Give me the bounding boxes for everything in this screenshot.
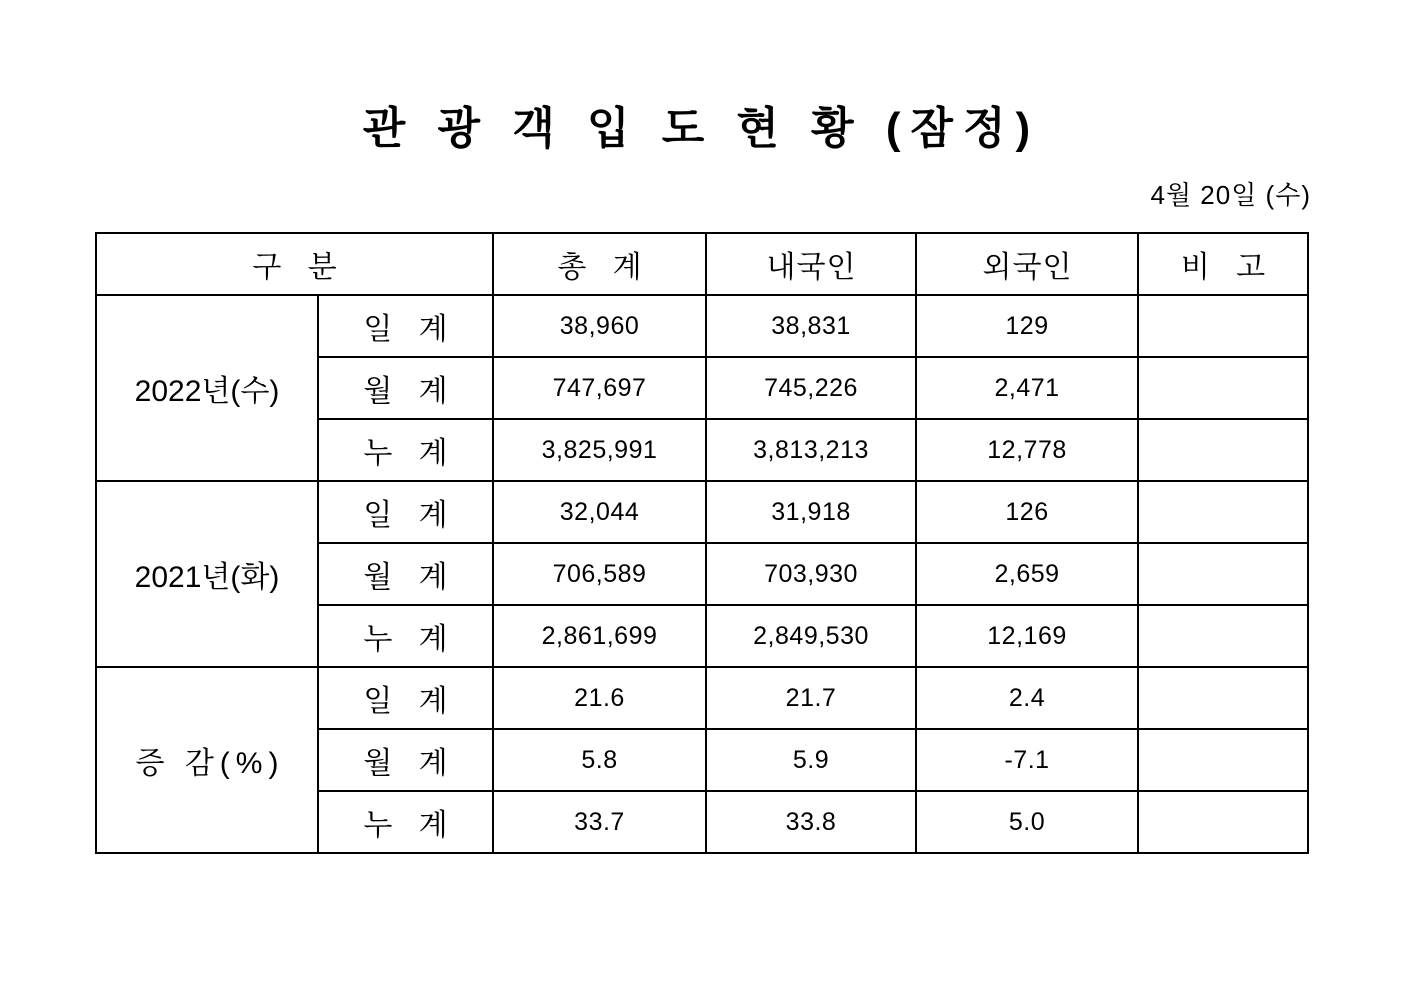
tourist-arrivals-table [95, 232, 1309, 854]
sub-label-monthly: 월 계 [318, 729, 493, 791]
sub-label-daily: 일 계 [318, 295, 493, 357]
cell-domestic: 5.9 [706, 729, 916, 791]
cell-note [1138, 419, 1308, 481]
cell-total: 38,960 [493, 295, 706, 357]
header-foreign: 외국인 [916, 233, 1138, 295]
cell-domestic: 21.7 [706, 667, 916, 729]
sub-label-daily: 일 계 [318, 481, 493, 543]
cell-note [1138, 357, 1308, 419]
table-row [96, 481, 1308, 543]
group-label-2021: 2021년(화) [96, 481, 318, 667]
cell-domestic: 38,831 [706, 295, 916, 357]
cell-total: 706,589 [493, 543, 706, 605]
sub-label-cumulative: 누 계 [318, 419, 493, 481]
group-label-change: 증 감(%) [96, 667, 318, 853]
cell-total: 33.7 [493, 791, 706, 853]
cell-foreign: 5.0 [916, 791, 1138, 853]
cell-foreign: 126 [916, 481, 1138, 543]
sub-label-cumulative: 누 계 [318, 605, 493, 667]
cell-total: 3,825,991 [493, 419, 706, 481]
cell-foreign: 2,471 [916, 357, 1138, 419]
table-header-row [96, 233, 1308, 295]
cell-domestic: 2,849,530 [706, 605, 916, 667]
cell-note [1138, 543, 1308, 605]
cell-foreign: 129 [916, 295, 1138, 357]
group-label-2022: 2022년(수) [96, 295, 318, 481]
table-row [96, 667, 1308, 729]
cell-domestic: 703,930 [706, 543, 916, 605]
cell-total: 21.6 [493, 667, 706, 729]
cell-note [1138, 791, 1308, 853]
header-domestic: 내국인 [706, 233, 916, 295]
sub-label-monthly: 월 계 [318, 357, 493, 419]
sub-label-monthly: 월 계 [318, 543, 493, 605]
cell-note [1138, 729, 1308, 791]
cell-domestic: 3,813,213 [706, 419, 916, 481]
cell-total: 747,697 [493, 357, 706, 419]
cell-total: 5.8 [493, 729, 706, 791]
header-note: 비 고 [1138, 233, 1308, 295]
cell-note [1138, 481, 1308, 543]
cell-total: 32,044 [493, 481, 706, 543]
table-row [96, 295, 1308, 357]
cell-note [1138, 295, 1308, 357]
sub-label-cumulative: 누 계 [318, 791, 493, 853]
report-date: 4월 20일 (수) [1150, 180, 1311, 211]
cell-foreign: 2.4 [916, 667, 1138, 729]
cell-domestic: 33.8 [706, 791, 916, 853]
header-total: 총 계 [493, 233, 706, 295]
cell-domestic: 31,918 [706, 481, 916, 543]
cell-foreign: 12,169 [916, 605, 1138, 667]
page-title: 관 광 객 입 도 현 황 (잠정) [362, 104, 1041, 153]
cell-foreign: -7.1 [916, 729, 1138, 791]
cell-note [1138, 605, 1308, 667]
sub-label-daily: 일 계 [318, 667, 493, 729]
cell-total: 2,861,699 [493, 605, 706, 667]
cell-note [1138, 667, 1308, 729]
header-division: 구 분 [96, 233, 493, 295]
cell-foreign: 12,778 [916, 419, 1138, 481]
cell-foreign: 2,659 [916, 543, 1138, 605]
cell-domestic: 745,226 [706, 357, 916, 419]
